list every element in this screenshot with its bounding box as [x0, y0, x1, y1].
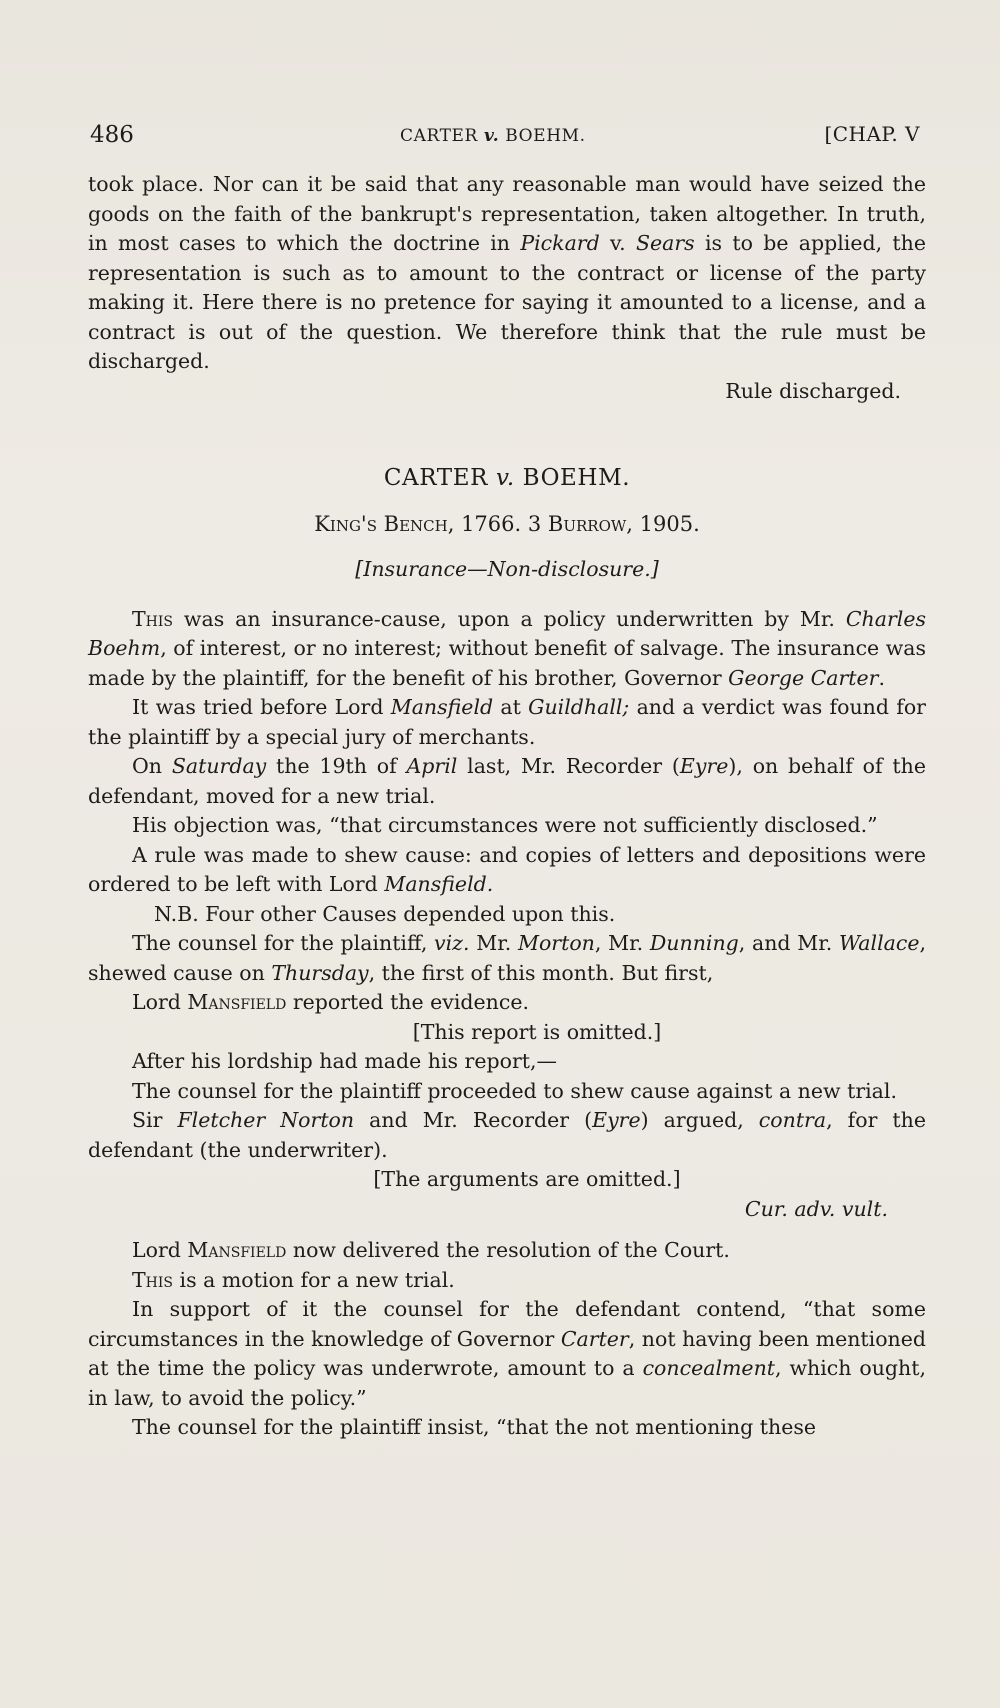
page-number: 486	[90, 122, 134, 148]
paragraph: Lord Mansfield reported the evidence.	[132, 990, 530, 1014]
paragraph: A rule was made to shew cause: and copies of letters and depositions were ordered to be left with Lord Mansfield.	[88, 842, 926, 896]
cur-adv-vult: Cur. adv. vult.	[744, 1196, 888, 1221]
paragraph: Sir Fletcher Norton and Mr. Recorder (Eyre) argued, contra, for the defendant (the underwriter).	[88, 1108, 926, 1162]
paragraph: The counsel for the plaintiff insist, “that the not mentioning these	[132, 1415, 816, 1439]
subject-heading: [Insurance—Non-disclosure.]	[355, 557, 659, 581]
paragraph: The counsel for the plaintiff, viz. Mr. Morton, Mr. Dunning, and Mr. Wallace, shewed cause on Thursday, the first of this month. But first,	[88, 931, 927, 985]
running-title: CARTER v. BOEHM.	[400, 126, 586, 146]
rule-discharged: Rule discharged.	[725, 378, 901, 403]
case-title: CARTER v. BOEHM.	[383, 465, 631, 491]
page-header	[90, 122, 920, 152]
paragraph: In support of it the counsel for the defendant contend, “that some circumstances in the knowledge of Governor Carter, not having been mentioned at the time the policy was underwrote, amount to a concealment, which ought, in law, to avoid the policy.”	[88, 1297, 926, 1410]
paragraph: On Saturday the 19th of April last, Mr. Recorder (Eyre), on behalf of the defendant, moved for a new trial.	[88, 754, 926, 808]
court-citation: King's Bench, 1766. 3 Burrow, 1905.	[314, 511, 700, 536]
paragraph: It was tried before Lord Mansfield at Guildhall; and a verdict was found for the plaintiff by a special jury of merchants.	[88, 695, 926, 749]
prev-case-paragraph: took place. Nor can it be said that any reasonable man would have seized the goods on the faith of the bankrupt's representation, taken altogether. In truth, in most cases to which the doctrine in Pickard v. Sears is to be applied, the representation is such as to amount to the contract or license of the party making it. Here there is no pretence for saying it amounted to a license, and a contract is out of the question. We therefore think that the rule must be discharged.	[88, 172, 927, 373]
paragraph: This is a motion for a new trial.	[132, 1267, 455, 1292]
page-body	[88, 170, 926, 1443]
paragraph: N.B. Four other Causes depended upon this.	[154, 901, 616, 926]
bracket-note: [The arguments are omitted.]	[373, 1167, 681, 1191]
paragraph: This was an insurance-cause, upon a policy underwritten by Mr. Charles Boehm, of interest, or no interest; without benefit of salvage. The insurance was made by the plaintiff, for the benefit of his brother, Governor George Carter.	[88, 606, 926, 690]
bracket-note: [This report is omitted.]	[412, 1019, 662, 1044]
paragraph: After his lordship had made his report,—	[132, 1049, 557, 1073]
paragraph: His objection was, “that circumstances were not sufficiently disclosed.”	[132, 813, 878, 837]
paragraph: The counsel for the plaintiff proceeded to shew cause against a new trial.	[132, 1078, 897, 1103]
chapter-label: [CHAP. V	[824, 122, 920, 146]
paragraph: Lord Mansfield now delivered the resolution of the Court.	[132, 1238, 730, 1262]
